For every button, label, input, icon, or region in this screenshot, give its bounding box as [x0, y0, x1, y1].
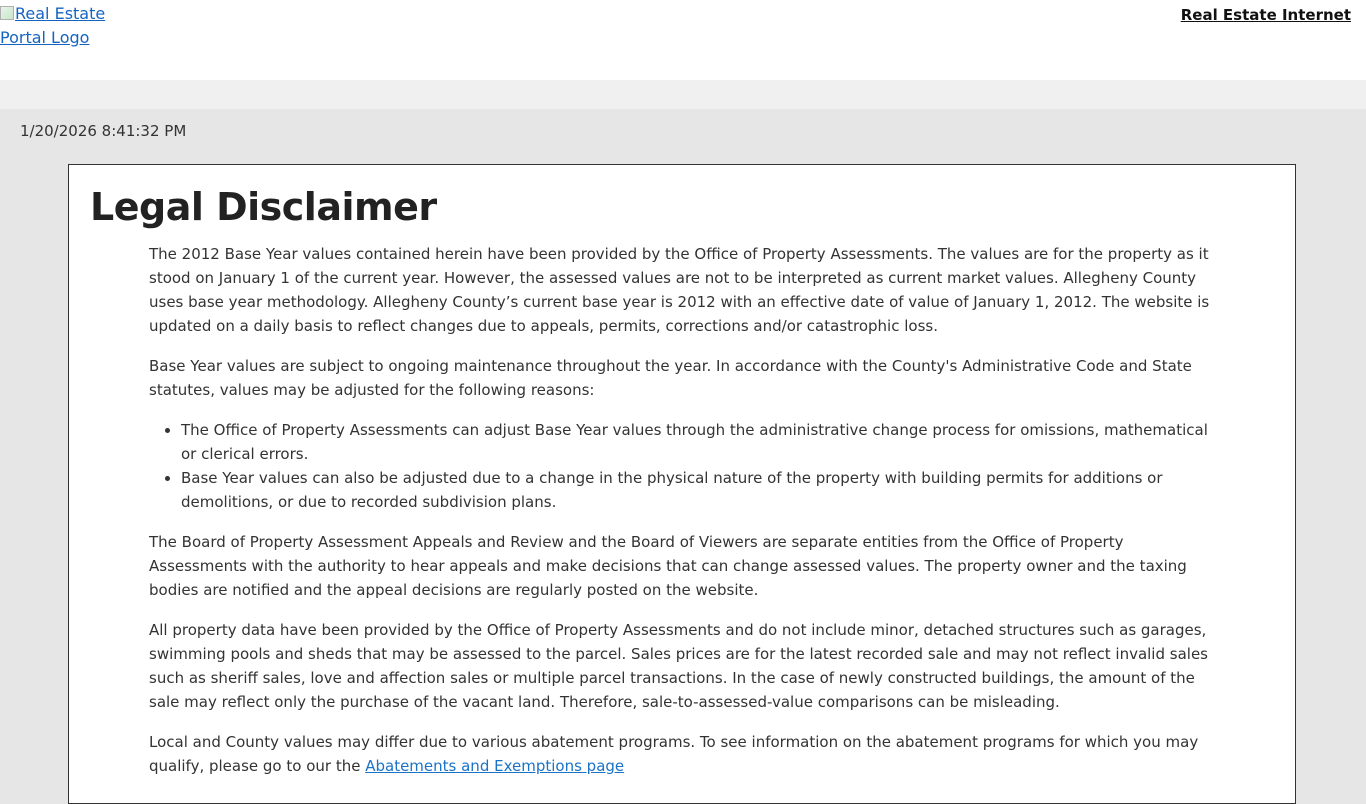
paragraph-maintenance: Base Year values are subject to ongoing maintenance throughout the year. In accordance with the County's Administrative Code and State statutes, values may be adjusted for the following reasons:	[149, 357, 1192, 399]
list-item: • The Office of Property Assessments can adjust Base Year values through the administrative change process for omissions, mathematical or clerical errors.	[181, 418, 1221, 466]
broken-image-icon	[0, 6, 14, 20]
site-header	[0, 0, 1366, 80]
sub-bar	[0, 80, 1366, 109]
page-title: Legal Disclaimer	[90, 185, 437, 229]
abatements-exemptions-link[interactable]: Abatements and Exemptions page	[365, 757, 625, 775]
paragraph-property-data: All property data have been provided by the Office of Property Assessments and do not include minor, detached structures such as garages, swimming pools and sheds that may be assessed to the parcel. Sales prices are for the latest recorded sale and may not reflect invalid sales such as sheriff sales, love and affection sales or multiple parcel transactions. In the case of newly constructed buildings, the amount of the sale may reflect only the purchase of the vacant land. Therefore, sale-to-assessed-value comparisons can be misleading.	[149, 621, 1208, 711]
portal-logo-link[interactable]	[0, 2, 150, 50]
disclaimer-card	[68, 164, 1296, 804]
disclaimer-content	[149, 242, 1221, 794]
paragraph-base-year: The 2012 Base Year values contained herein have been provided by the Office of Property Assessments. The values are for the property as it stood on January 1 of the current year. However, the assessed values are not to be interpreted as current market values. Allegheny County uses base year methodology. Allegheny County’s current base year is 2012 with an effective date of value of January 1, 2012. The website is updated on a daily basis to reflect changes due to appeals, permits, corrections and/or catastrophic loss.	[149, 245, 1210, 335]
paragraph-abatements	[149, 730, 1221, 778]
adjustment-reasons-list	[149, 418, 1221, 514]
paragraph-appeals: The Board of Property Assessment Appeals and Review and the Board of Viewers are separate entities from the Office of Property Assessments with the authority to hear appeals and make decisions that can change assessed values. The property owner and the taxing bodies are notified and the appeal decisions are regularly posted on the website.	[149, 533, 1187, 599]
abatements-text: Local and County values may differ due to various abatement programs. To see information on the abatement programs for which you may qualify, please go to our the	[149, 733, 1199, 775]
timestamp: 1/20/2026 8:41:32 PM	[20, 122, 187, 140]
logo-alt-text: Real Estate Portal Logo	[0, 4, 106, 47]
list-item: • Base Year values can also be adjusted due to a change in the physical nature of the property with building permits for additions or demolitions, or due to recorded subdivision plans.	[181, 466, 1221, 514]
real-estate-internet-link[interactable]: Real Estate Internet	[1180, 6, 1351, 24]
